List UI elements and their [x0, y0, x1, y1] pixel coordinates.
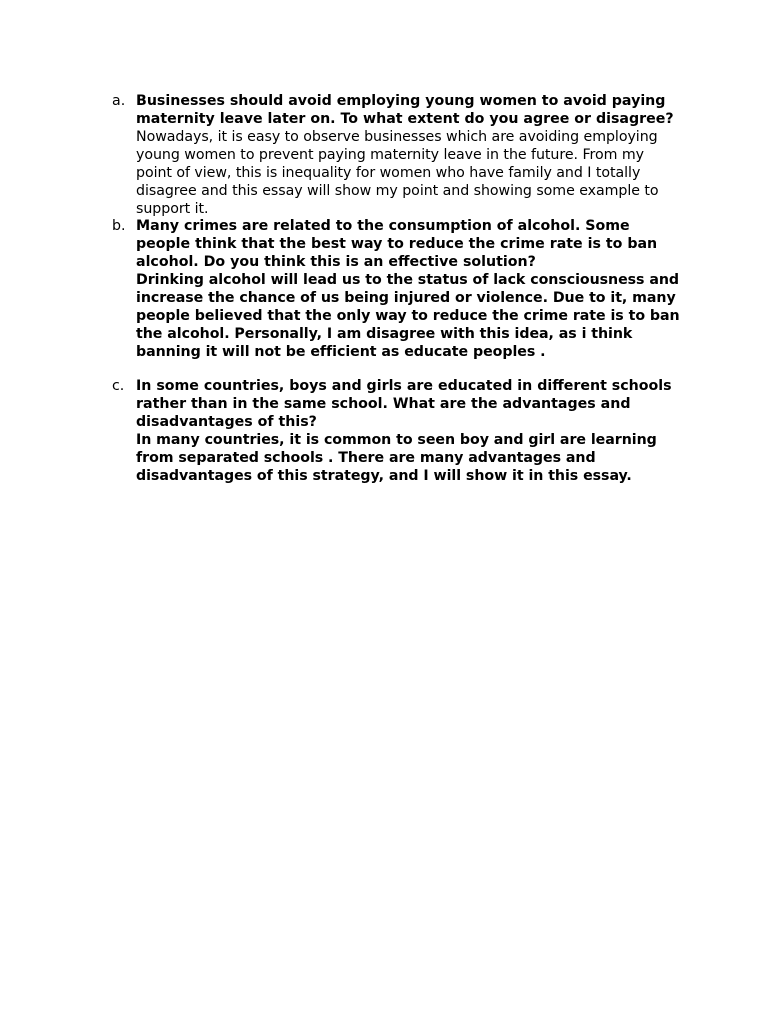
essay-question: Many crimes are related to the consumption of alcohol. Some people think that the best way to reduce the crime rate is to ban alcohol. Do you think this is an effective solution?	[136, 218, 658, 270]
list-item-content	[136, 92, 682, 218]
list-marker: b.	[112, 218, 126, 234]
list-item-a	[112, 92, 682, 218]
essay-question: In some countries, boys and girls are educated in different schools rather than in the same school. What are the advantages and disadvantages of this?	[136, 378, 672, 430]
essay-answer: Nowadays, it is easy to observe businesses which are avoiding employing young women to prevent paying maternity leave in the future. From my point of view, this is inequality for women who have family and I totally disagree and this essay will show my point and showing some example to support it.	[136, 129, 659, 217]
list-item-c	[112, 377, 682, 485]
list-marker: c.	[112, 378, 125, 394]
list-item-content	[136, 217, 682, 361]
essay-answer: In many countries, it is common to seen boy and girl are learning from separated schools . There are many advantages and disadvantages of this strategy, and I will show it in this essay.	[136, 432, 657, 484]
list-item-b	[112, 217, 682, 361]
essay-question: Businesses should avoid employing young women to avoid paying maternity leave later on. To what extent do you agree or disagree?	[136, 93, 674, 127]
list-marker: a.	[112, 93, 126, 109]
essay-answer: Drinking alcohol will lead us to the status of lack consciousness and increase the chance of us being injured or violence. Due to it, many people believed that the only way to reduce the crime rate is to ban the alcohol. Personally, I am disagree with this idea, as i think banning it will not be efficient as educate peoples .	[136, 272, 680, 360]
list-item-content	[136, 377, 682, 485]
